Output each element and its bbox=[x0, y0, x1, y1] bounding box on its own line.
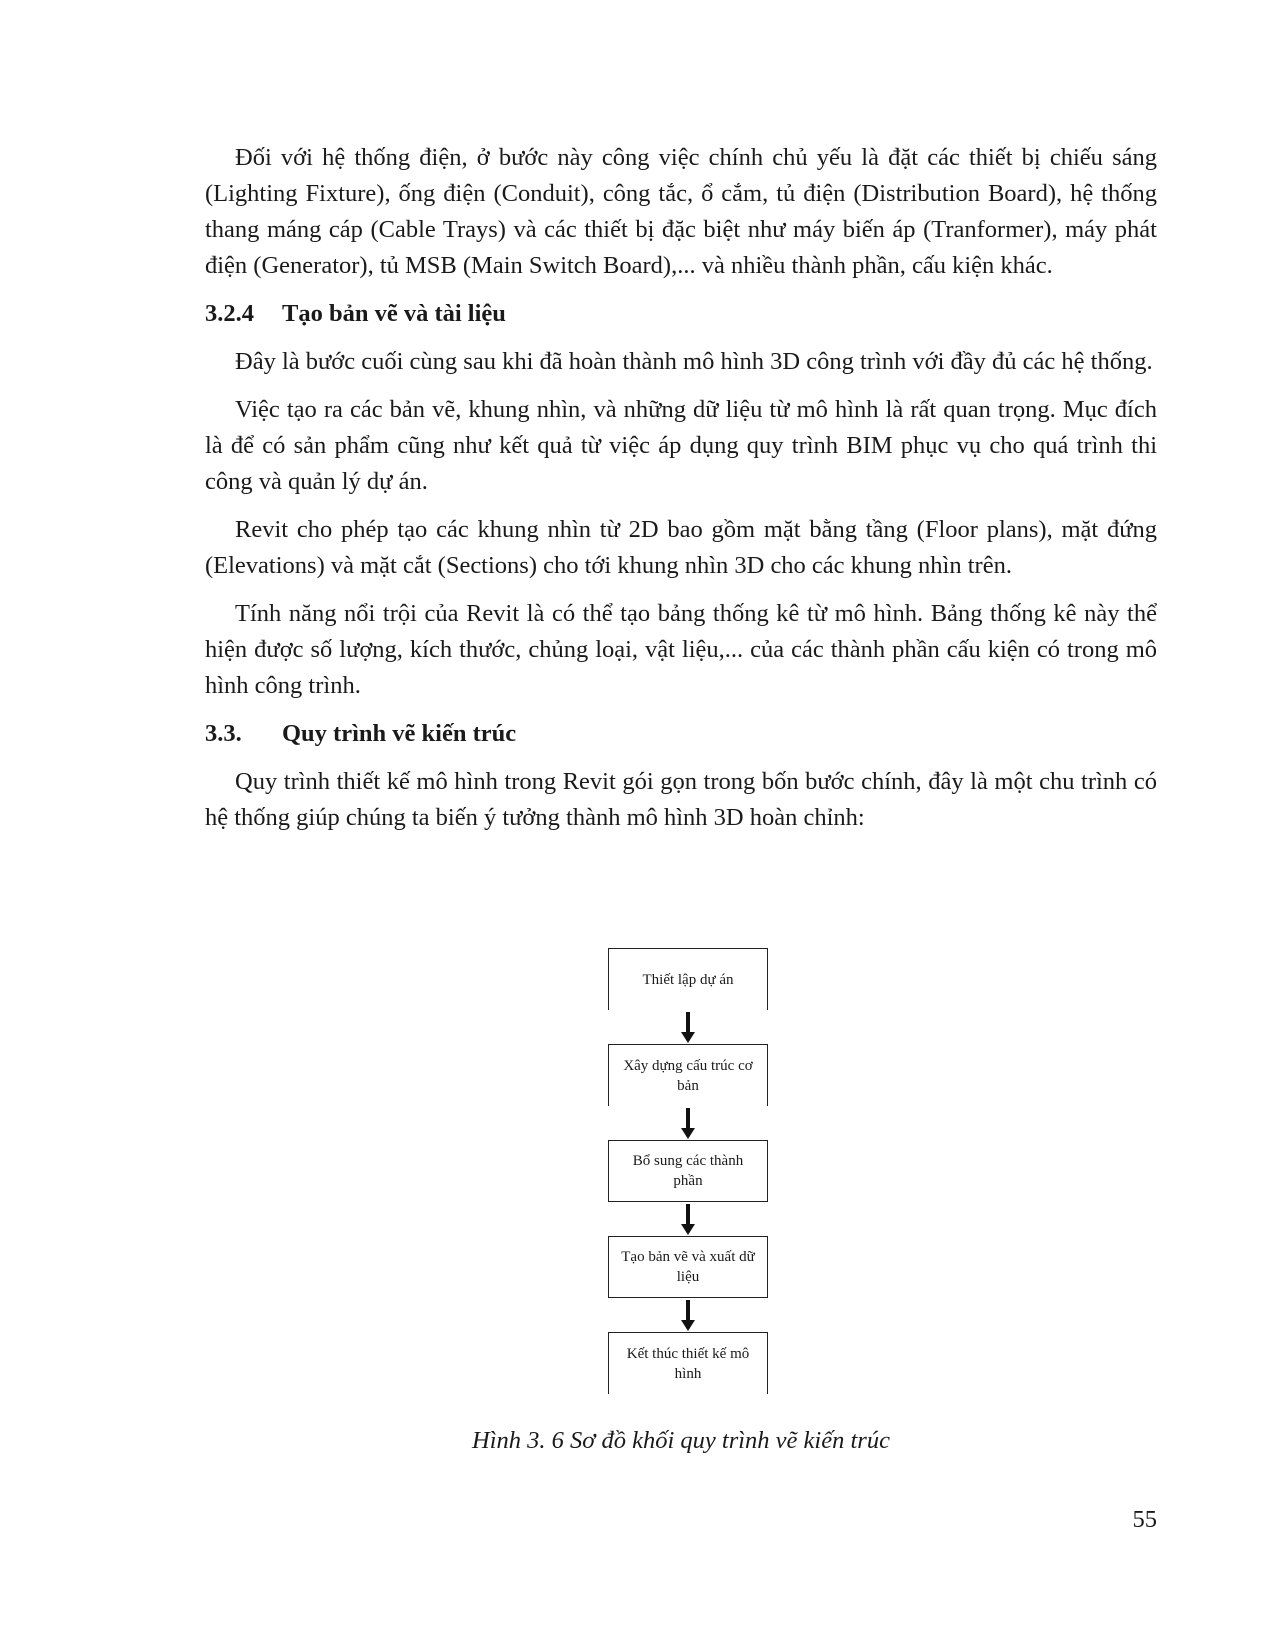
section-heading-3-2-4 bbox=[205, 296, 1157, 332]
flow-step-box bbox=[608, 1332, 768, 1394]
flow-step-box bbox=[608, 1140, 768, 1202]
flow-step-label: Xây dựng cấu trúc cơ bản bbox=[623, 1057, 753, 1094]
section-title: Quy trình vẽ kiến trúc bbox=[282, 720, 517, 747]
paragraph-electrical-system: Đối với hệ thống điện, ở bước này công việc chính chủ yếu là đặt các thiết bị chiếu sáng (Lighting Fixture), ống điện (Conduit), công tắc, ổ cắm, tủ điện (Distribution Board), hệ thống thang máng cáp (Cable Trays) và các thiết bị đặc biệt như máy biến áp (Tranformer), máy phát điện (Generator), tủ MSB (Main Switch Board),... và nhiều thành phần, cấu kiện khác. bbox=[205, 144, 1157, 279]
workflow-flowchart bbox=[608, 948, 768, 1394]
down-arrow-icon bbox=[679, 1204, 697, 1236]
flow-step-box bbox=[608, 948, 768, 1010]
page-number: 55 bbox=[1132, 1506, 1157, 1533]
down-arrow-icon bbox=[679, 1012, 697, 1044]
page-body bbox=[205, 140, 1157, 848]
paragraph-views: Revit cho phép tạo các khung nhìn từ 2D bao gồm mặt bằng tầng (Floor plans), mặt đứng (Elevations) và mặt cắt (Sections) cho tới khung nhìn 3D cho các khung nhìn trên. bbox=[205, 516, 1157, 579]
flow-step-box bbox=[608, 1236, 768, 1298]
flow-arrow bbox=[608, 1202, 768, 1236]
section-title: Tạo bản vẽ và tài liệu bbox=[282, 300, 506, 327]
flow-step-box bbox=[608, 1044, 768, 1106]
flow-step-label: Kết thúc thiết kế mô hình bbox=[626, 1345, 750, 1382]
down-arrow-icon bbox=[679, 1300, 697, 1332]
flow-step-label: Bổ sung các thành phần bbox=[632, 1153, 744, 1189]
figure-caption: Hình 3. 6 Sơ đồ khối quy trình vẽ kiến trúc bbox=[472, 1427, 890, 1454]
flow-arrow bbox=[608, 1106, 768, 1140]
flow-step-label: Tạo bản vẽ và xuất dữ liệu bbox=[621, 1249, 755, 1285]
section-number: 3.2.4 bbox=[205, 300, 254, 327]
paragraph-workflow-intro: Quy trình thiết kế mô hình trong Revit gói gọn trong bốn bước chính, đây là một chu trình có hệ thống giúp chúng ta biến ý tưởng thành mô hình 3D hoàn chỉnh: bbox=[205, 768, 1157, 831]
flow-arrow bbox=[608, 1298, 768, 1332]
down-arrow-icon bbox=[679, 1108, 697, 1140]
flow-arrow bbox=[608, 1010, 768, 1044]
paragraph-final-step: Đây là bước cuối cùng sau khi đã hoàn thành mô hình 3D công trình với đầy đủ các hệ thống. bbox=[235, 348, 1153, 375]
paragraph-schedules: Tính năng nổi trội của Revit là có thể tạo bảng thống kê từ mô hình. Bảng thống kê này thể hiện được số lượng, kích thước, chủng loại, vật liệu,... của các thành phần cấu kiện có trong mô hình công trình. bbox=[205, 600, 1157, 699]
paragraph-drawings-importance: Việc tạo ra các bản vẽ, khung nhìn, và những dữ liệu từ mô hình là rất quan trọng. Mục đích là để có sản phẩm cũng như kết quả từ việc áp dụng quy trình BIM phục vụ cho quá trình thi công và quản lý dự án. bbox=[205, 396, 1157, 495]
section-number: 3.3. bbox=[205, 720, 242, 747]
section-heading-3-3 bbox=[205, 716, 1157, 752]
flow-step-label: Thiết lập dự án bbox=[642, 971, 734, 988]
